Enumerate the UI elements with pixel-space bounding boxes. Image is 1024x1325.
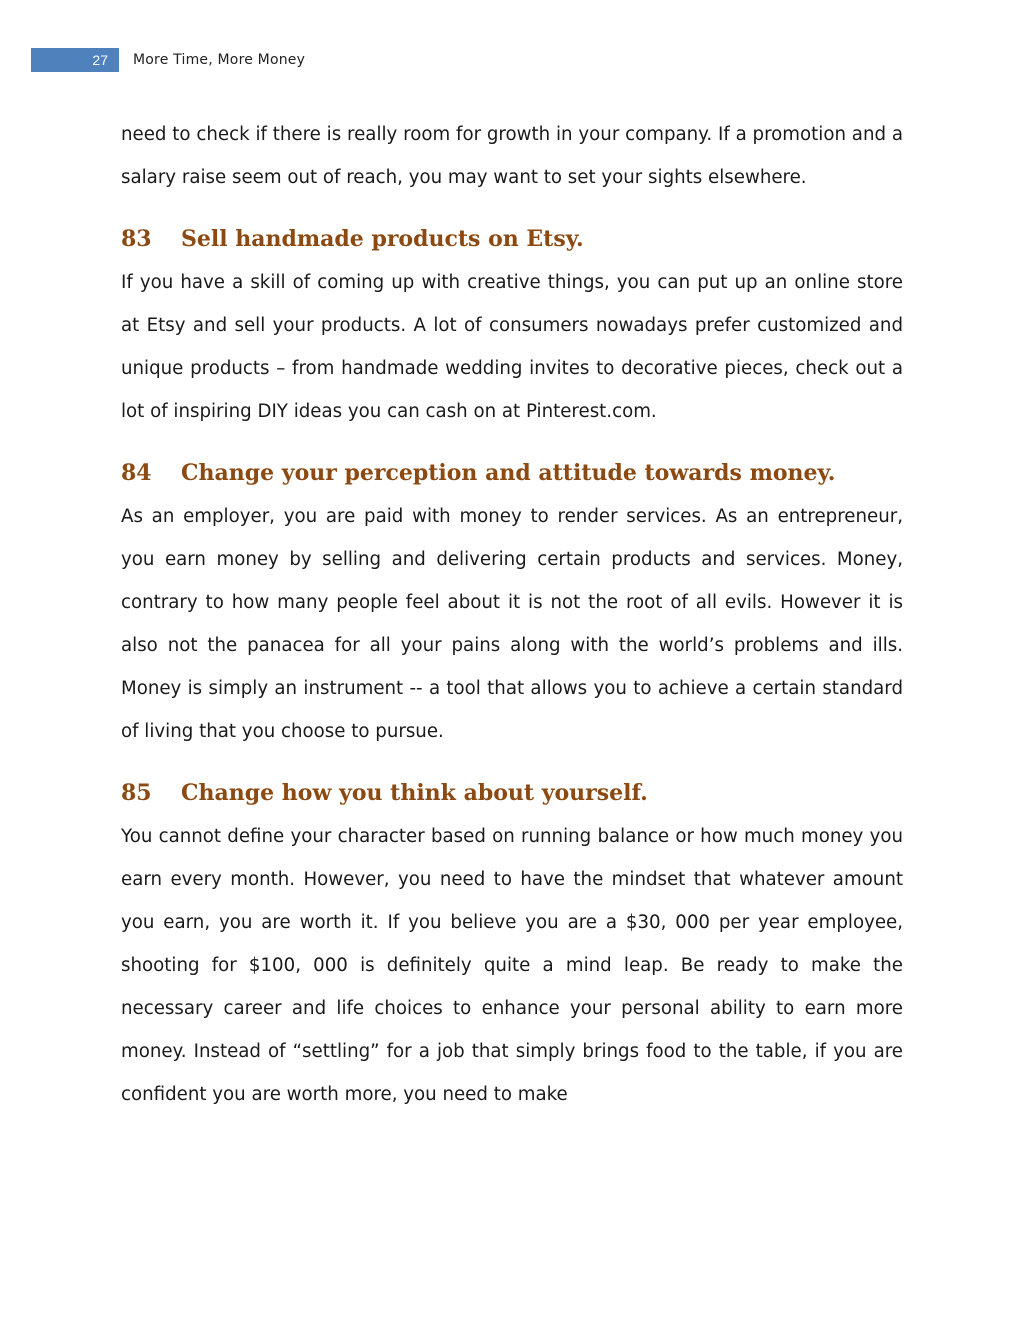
section-body-84: As an employer, you are paid with money to render services. As an entrepreneur, you earn money by selling and delivering certain products and services. Money, contrary to how many people feel about it is not the root of all evils. However it is also not the panacea for all your pains along with the world’s problems and ills. Money is simply an instrument -- a tool that allows you to achieve a certain standard of living that you choose to pursue. [121, 506, 903, 742]
page-content [121, 113, 903, 1116]
section-heading-84 [121, 451, 903, 495]
section-body-85: You cannot define your character based on running balance or how much money you earn every month. However, you need to have the mindset that whatever amount you earn, you are worth it. If you believe you are a $30, 000 per year employee, shooting for $100, 000 is definitely quite a mind leap. Be ready to make the necessary career and life choices to enhance your personal ability to earn more money. Instead of “settling” for a job that simply brings food to the table, if you are confident you are worth more, you need to make [121, 826, 903, 1105]
section-title: Change how you think about yourself. [181, 780, 648, 806]
section-body-83: If you have a skill of coming up with creative things, you can put up an online store at Etsy and sell your products. A lot of consumers nowadays prefer customized and unique products – from handmade wedding invites to decorative pieces, check out a lot of inspiring DIY ideas you can cash on at Pinterest.com. [121, 272, 903, 422]
section-number: 85 [121, 780, 152, 806]
running-title: More Time, More Money [133, 52, 306, 68]
section-heading-85 [121, 771, 903, 815]
page-header [31, 48, 305, 72]
section-title: Change your perception and attitude towards money. [181, 460, 836, 486]
section-number: 84 [121, 460, 152, 486]
page-number: 27 [31, 48, 119, 72]
section-title: Sell handmade products on Etsy. [181, 226, 584, 252]
section-number: 83 [121, 226, 152, 252]
intro-paragraph: need to check if there is really room for growth in your company. If a promotion and a salary raise seem out of reach, you may want to set your sights elsewhere. [121, 124, 903, 188]
section-heading-83 [121, 217, 903, 261]
